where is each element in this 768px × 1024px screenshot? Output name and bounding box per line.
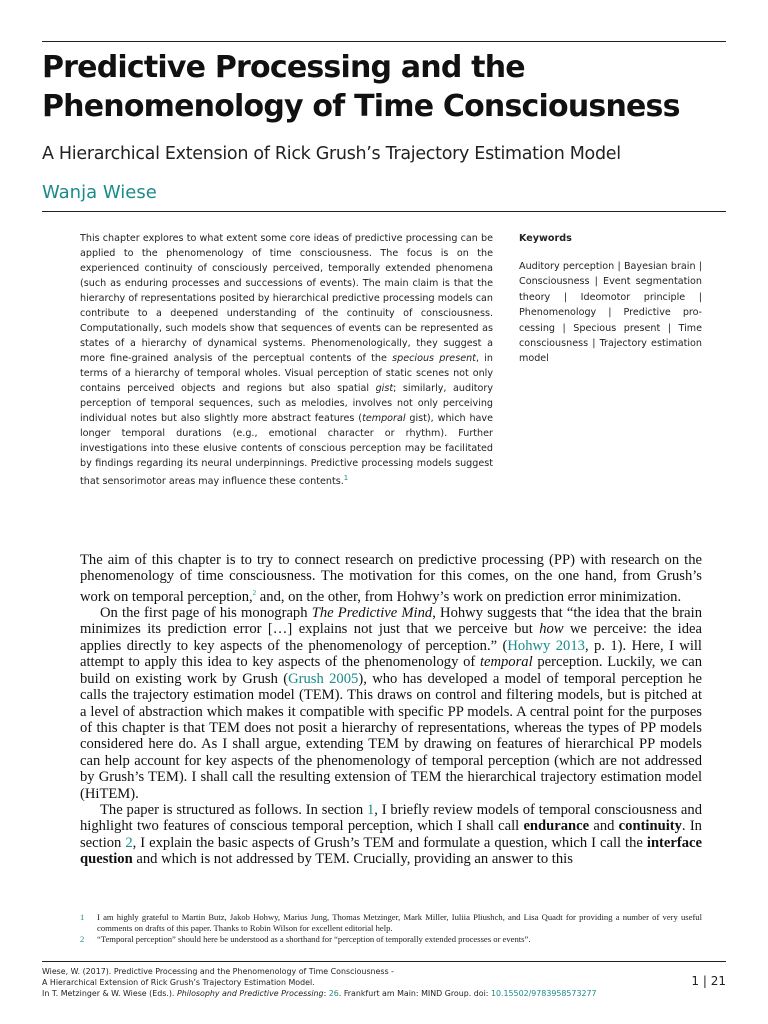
footer-citation-line xyxy=(42,988,726,999)
body-text: and which is not addressed by TEM. Crucially, providing an answer to this xyxy=(132,851,573,868)
top-rule xyxy=(42,41,726,42)
volume-link[interactable]: 26 xyxy=(328,989,339,998)
citation-link[interactable]: Grush 2005 xyxy=(288,670,359,687)
footnote-number: 2 xyxy=(80,934,85,944)
bold-term: continuity xyxy=(618,818,682,835)
footnote-text: I am highly grateful to Martin Butz, Jakob Hohwy, Marius Jung, Thomas Metzinger, Mark Miller, Iuliia Pliushch, and Lisa Quadt for providing a number of very useful comments on drafts of this paper. Thanks to Robin Wilson for excellent editorial help. xyxy=(97,912,702,933)
body-paragraph-1 xyxy=(80,552,702,605)
body-text: The aim of this chapter is to try to connect research on predictive processing (PP) with research on the phenomenology of time consciousness. The motivation for this comes, on the one hand, from Grush’s work on temporal perception, xyxy=(80,552,702,605)
footer-rule xyxy=(42,961,726,962)
book-title: The Predictive Mind xyxy=(311,605,433,622)
footnote-text: “Temporal perception” should here be understood as a shorthand for “perception of temporally extended processes or events”. xyxy=(97,934,531,944)
keywords-list: Auditory perception | Bayesian brain | Consciousness | Event segmentation theory | Ideomotor principle | Phenomenology | Predictive processing | Specious present | Time consciousness | Trajectory estimation model xyxy=(519,261,702,365)
footer-text: In T. Metzinger & W. Wiese (Eds.). xyxy=(42,989,177,998)
body-emphasis: temporal xyxy=(479,654,533,671)
footnote xyxy=(80,934,702,945)
citation-footer xyxy=(42,966,726,999)
footnotes xyxy=(80,912,702,945)
abstract-text: This chapter explores to what extent some core ideas of predictive processing can be applied to the phenomenology of time consciousness. The focus is on the experienced continuity of consciously perceived, temporally extended phenomena (such as enduring processes and successions of events). The main claim is that the hierarchy of representations posited by hierarchical predictive processing models can contribute to a deepened understanding of the continuity of consciousness. Computationally, such models show that sequences of events can be represented as states of a hierarchy of dynamical systems. Phenomenologically, they suggest a more fine-grained analysis of the perceptual contents of the xyxy=(80,233,493,364)
keywords-box xyxy=(519,231,702,367)
footer-text: : xyxy=(323,989,329,998)
author-name: Wanja Wiese xyxy=(42,182,157,203)
abstract-emphasis: temporal xyxy=(362,413,406,424)
bold-term: endurance xyxy=(523,818,590,835)
body-text: The paper is structured as follows. In section xyxy=(100,801,367,818)
abstract xyxy=(80,231,493,489)
paper-title: Predictive Processing and the Phenomenology of Time Consciousness xyxy=(42,50,680,124)
bold-term: interface question xyxy=(80,834,702,868)
paper-subtitle: A Hierarchical Extension of Rick Grush’s Trajectory Estimation Model xyxy=(42,144,621,164)
body-emphasis: how xyxy=(539,621,564,638)
body-text: perception. Luckily, we can build on existing work by Grush ( xyxy=(80,654,702,687)
main-body xyxy=(80,552,702,868)
footer-text: . Frankfurt am Main: MIND Group. doi: xyxy=(338,989,491,998)
body-text: and xyxy=(589,818,619,835)
body-text: , I briefly review models of temporal consciousness and highlight two features of conscious temporal perception, which I shall call xyxy=(80,801,702,835)
body-text: we perceive: the idea applies directly to key aspects of the phenomenology of perception.” ( xyxy=(80,621,702,654)
abstract-emphasis: specious present xyxy=(392,353,476,364)
body-text: and, on the other, from Hohwy’s work on prediction error minimization. xyxy=(256,588,682,605)
footer-citation-line: Wiese, W. (2017). Predictive Processing and the Phenomenology of Time Consciousness - xyxy=(42,967,394,976)
footer-book-title: Philosophy and Predictive Processing xyxy=(176,989,324,998)
body-text: , I explain the basic aspects of Grush’s TEM and formulate a question, which I call the xyxy=(132,834,647,851)
footer-citation-line: A Hierarchical Extension of Rick Grush’s Trajectory Estimation Model. xyxy=(42,978,315,987)
abstract-text: ; similarly, auditory perception of temporal sequences, such as melodies, involves not only perceiving individual notes but also slightly more abstract features ( xyxy=(80,383,493,424)
doi-link[interactable]: 10.15502/9783958573277 xyxy=(490,989,597,998)
abstract-emphasis: gist xyxy=(375,383,394,394)
keywords-heading: Keywords xyxy=(519,233,572,244)
body-text: On the first page of his monograph xyxy=(100,605,312,622)
body-paragraph-3 xyxy=(80,802,702,868)
footnote xyxy=(80,912,702,934)
page-number: 1 | 21 xyxy=(691,974,726,988)
section-link[interactable]: 2 xyxy=(125,834,133,851)
abstract-text: , in terms of a hierarchy of temporal wholes. Visual perception of static scenes not only contains perceived objects and regions but also spatial xyxy=(80,353,493,394)
body-text: , p. 1). Here, I will attempt to apply this idea to key aspects of the phenomenology of xyxy=(80,637,702,671)
abstract-text: gist), which have longer temporal durations (e.g., emotional character or rhythm). Further investigations into these elusive contents of conscious perception may be facilitated by findings regarding its neural underpinnings. Predictive processing models suggest that sensorimotor areas may influence these contents. xyxy=(80,413,493,488)
body-text: . In section xyxy=(80,818,702,851)
footnote-number: 1 xyxy=(80,912,85,922)
body-paragraph-2 xyxy=(80,605,702,802)
header-rule xyxy=(42,211,726,212)
section-link[interactable]: 1 xyxy=(366,801,375,818)
citation-link[interactable]: Hohwy 2013 xyxy=(507,637,585,654)
footnote-ref-2[interactable]: 2 xyxy=(252,588,257,597)
footnote-ref-1[interactable]: 1 xyxy=(343,474,349,482)
body-text: ), who has developed a model of temporal perception he calls the trajectory estimation model (TEM). This draws on control and filtering models, but is pitched at a level of abstraction which makes it compatible with specific PP models. A central point for the purposes of this chapter is that TEM does not posit a hierarchy of representations, whereas the types of PP models considered here do. As I shall argue, extending TEM by drawing on features of hierarchical PP models can help account for key aspects of the phenomenology of temporal perception (which are not addressed by Grush’s TEM). I shall call the resulting extension of TEM the hierarchical trajectory estimation model (HiTEM). xyxy=(80,670,702,802)
body-text: , Hohwy suggests that “the idea that the brain minimizes its prediction error […] explains not just that we perceive but xyxy=(80,605,702,638)
